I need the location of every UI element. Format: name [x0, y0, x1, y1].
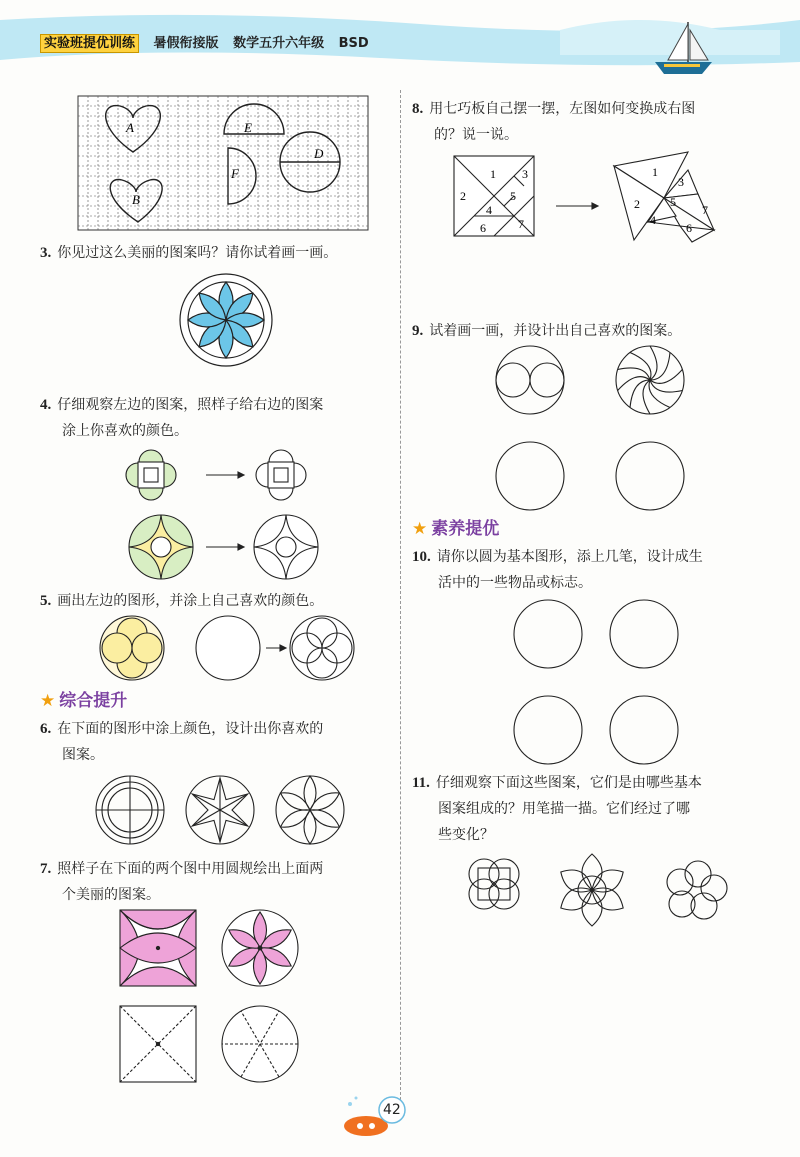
tangram-left-4: 4 [486, 203, 492, 217]
tangram-right-4: 4 [650, 213, 656, 227]
question-9: 9. 试着画一画，并设计出自己喜欢的图案。 [412, 323, 682, 339]
question-7: 7. 照样子在下面的两个图中用圆规绘出上面两 个美丽的图案。 [40, 861, 324, 903]
q9-figures [494, 344, 694, 514]
grid-figure [78, 96, 370, 232]
tangram-right-7: 7 [702, 203, 708, 217]
tangram-right-2: 2 [634, 197, 640, 211]
tangram-right-6: 6 [686, 221, 692, 235]
header-banner [40, 32, 379, 51]
question-3: 3. 你见过这么美丽的图案吗？请你试着画一画。 [40, 245, 338, 261]
submarine-icon [336, 1094, 416, 1140]
tangram-left-6: 6 [480, 221, 486, 235]
grid-label-a: A [126, 120, 134, 135]
section-literacy: ★ 素养提优 [412, 519, 500, 539]
column-divider [400, 90, 401, 1110]
page-number: 42 [383, 1102, 401, 1118]
tangram-left-2: 2 [460, 189, 466, 203]
tangram-right-3: 3 [678, 175, 684, 189]
section-comprehensive: ★ 综合提升 [40, 691, 128, 711]
grid-label-d: D [314, 146, 324, 161]
tangram-left-1: 1 [490, 167, 496, 181]
tangram-left-7: 7 [518, 217, 524, 231]
grid-label-e: E [244, 120, 252, 135]
tangram-left-5: 5 [510, 189, 516, 203]
q5-figures [98, 614, 368, 684]
tangram-left-3: 3 [522, 167, 528, 181]
question-11: 11. 仔细观察下面这些图案，它们是由哪些基本 图案组成的？用笔描一描。它们经过了哪 些变化？ [412, 775, 702, 843]
question-6: 6. 在下面的图形中涂上颜色，设计出你喜欢的 图案。 [40, 721, 324, 763]
question-5: 5. 画出左边的图形，并涂上自己喜欢的颜色。 [40, 593, 324, 609]
subject-label: 数学五升六年级 [233, 36, 325, 51]
version-label: BSD [338, 36, 369, 51]
q10-circles [512, 598, 692, 768]
grid-label-b: B [132, 192, 140, 207]
question-8: 8. 用七巧板自己摆一摆，左图如何变换成右图 的？说一说。 [412, 101, 696, 143]
tangram-right-1: 1 [652, 165, 658, 179]
edition-label: 暑假衔接版 [153, 36, 219, 51]
tangram-figures [452, 152, 732, 248]
series-title: 实验班提优训练 [40, 34, 139, 53]
rosette-figure [176, 270, 276, 370]
tangram-right-5: 5 [670, 195, 676, 209]
q6-figures [94, 774, 364, 848]
question-4: 4. 仔细观察左边的图案，照样子给右边的图案 涂上你喜欢的颜色。 [40, 397, 324, 439]
page-footer [336, 1094, 416, 1144]
star-icon: ★ [412, 519, 428, 539]
q4-figures [126, 450, 326, 590]
question-10: 10. 请你以圆为基本图形，添上几笔，设计成生 活中的一些物品或标志。 [412, 549, 703, 591]
star-icon: ★ [40, 691, 56, 711]
grid-label-f: F [231, 166, 239, 181]
q11-figures [464, 852, 734, 932]
q7-figures [118, 908, 318, 1088]
